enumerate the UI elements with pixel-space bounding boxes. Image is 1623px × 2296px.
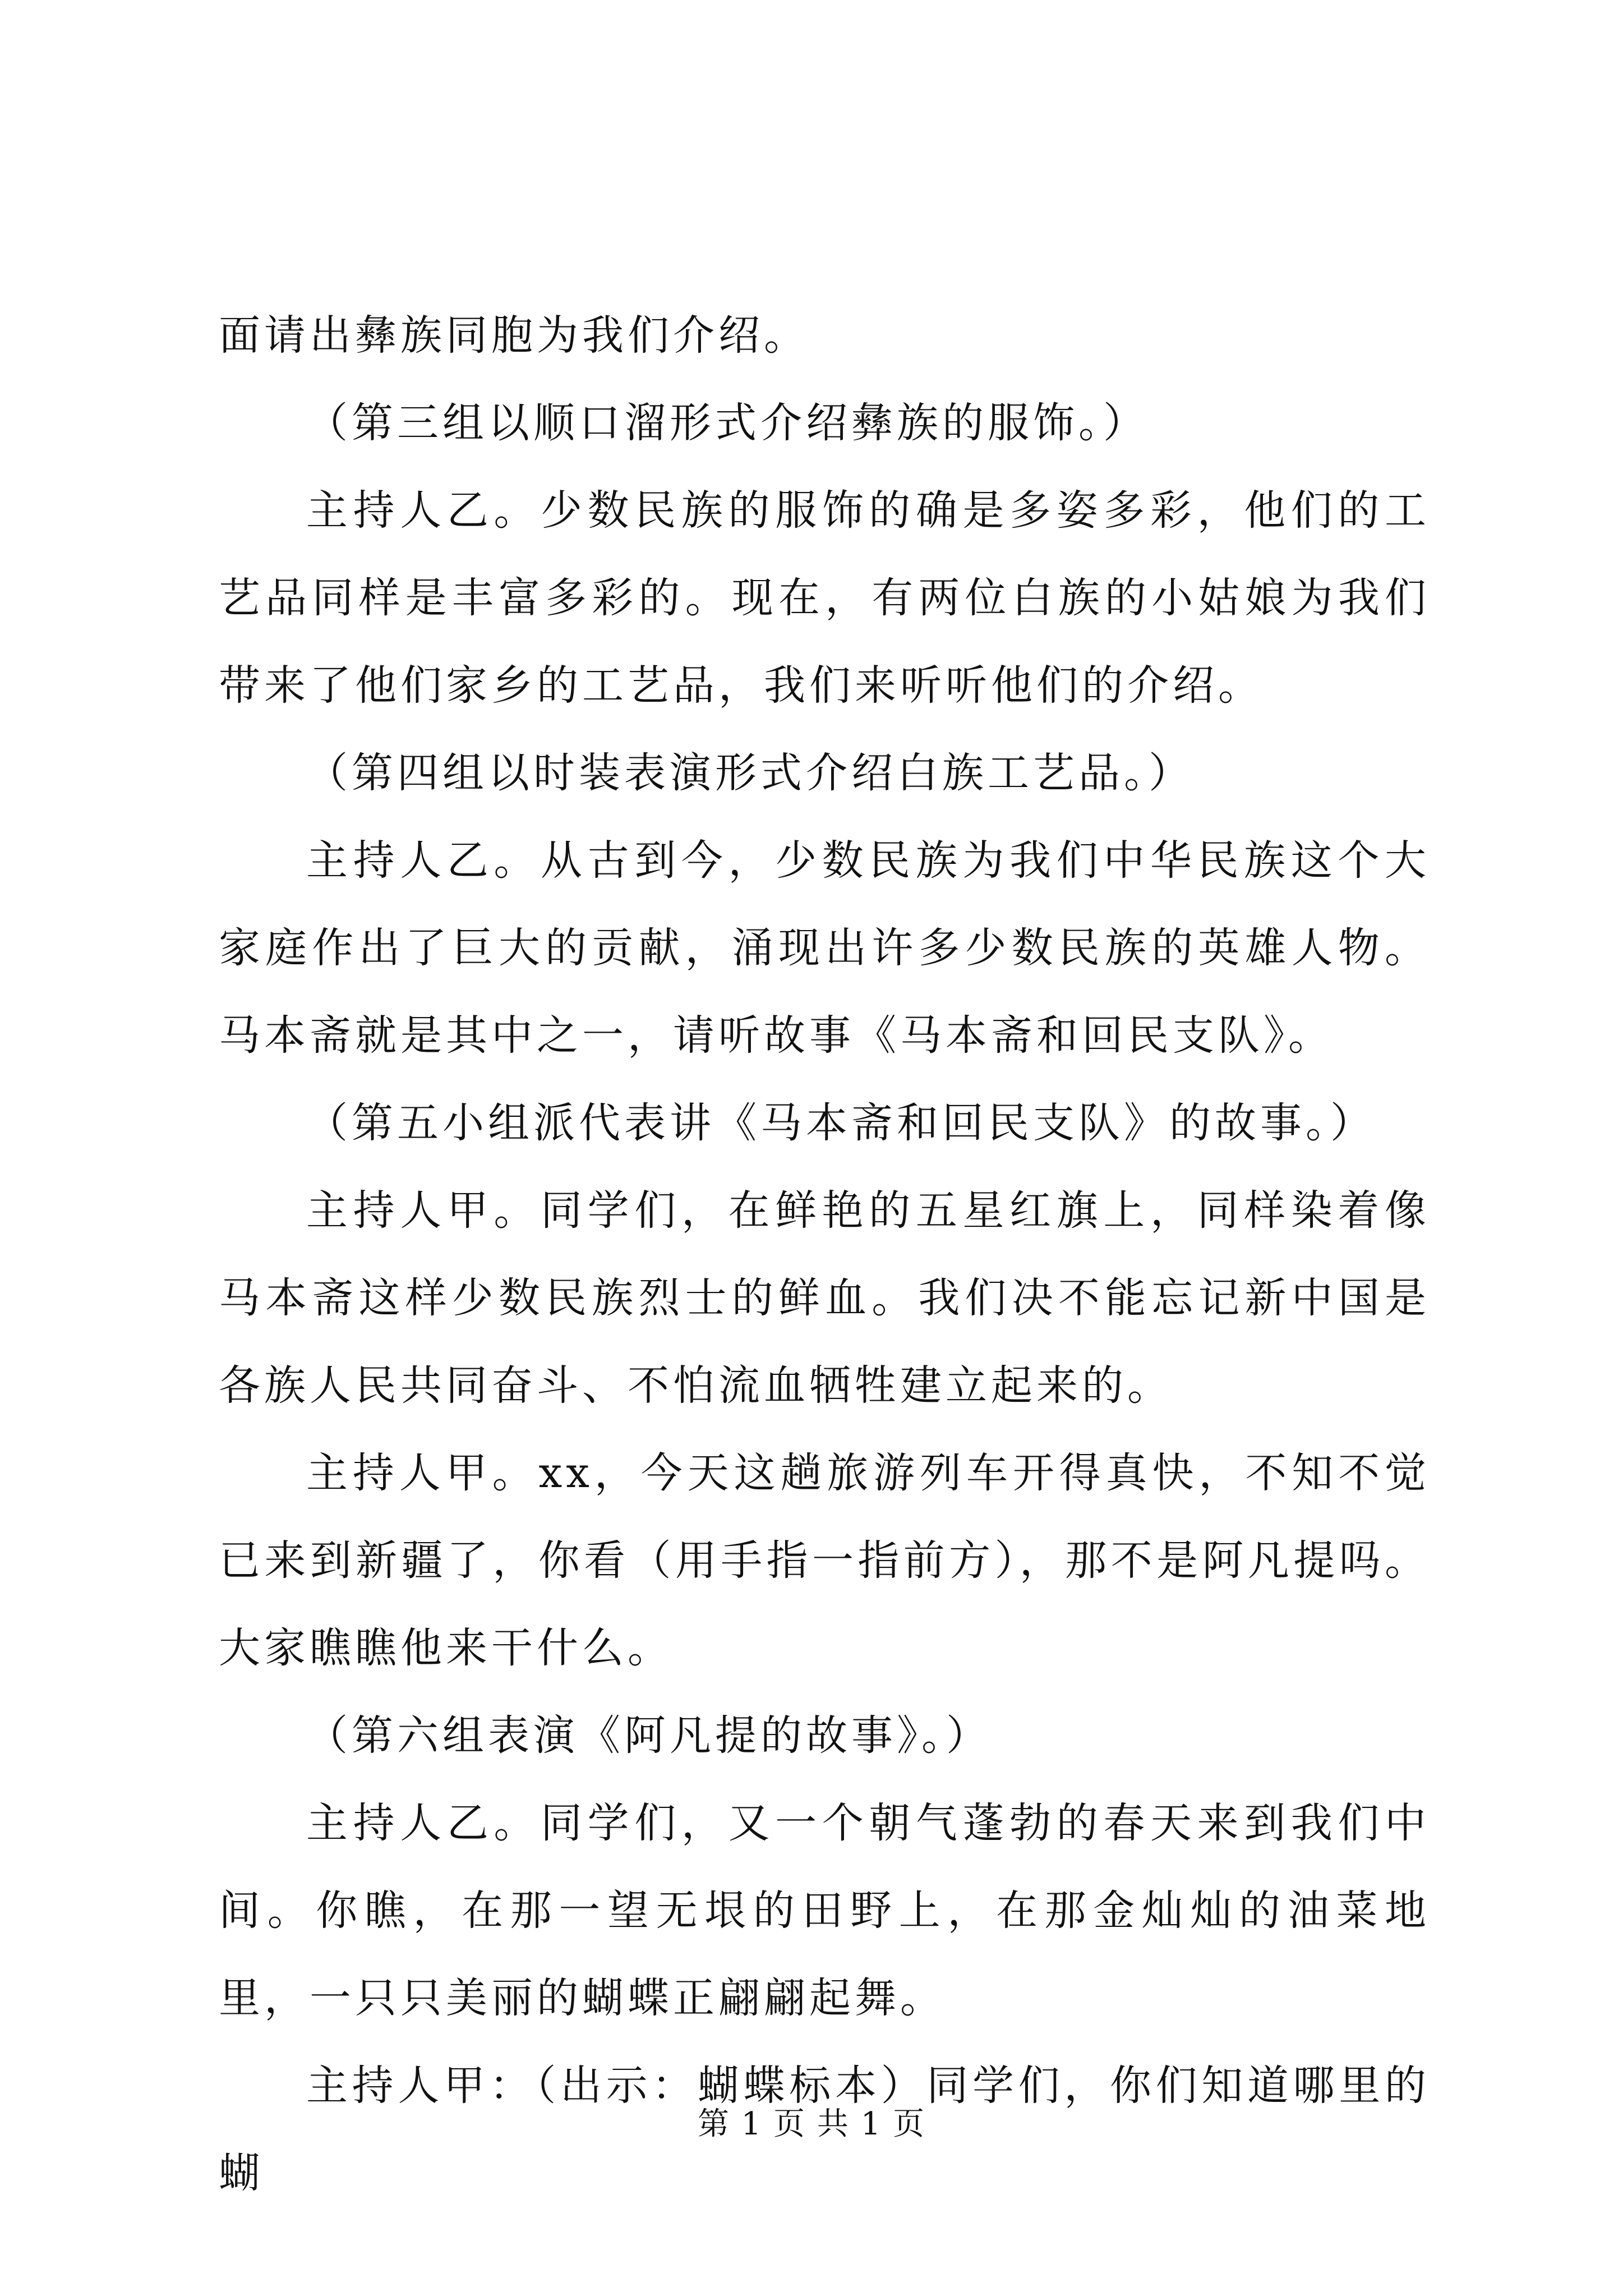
stage-direction: （第三组以顺口溜形式介绍彝族的服饰。） <box>306 399 1149 447</box>
stage-direction: （第五小组派代表讲《马本斋和回民支队》的故事。） <box>306 1099 1376 1147</box>
host-line: 主持人甲。同学们，在鲜艳的五星红旗上，同样染着像马本斋这样少数民族烈士的鲜血。我们决不能忘记新中国是各族人民共同奋斗、不怕流血牺牲建立起来的。 <box>219 1186 1430 1410</box>
host-line: 主持人乙。同学们，又一个朝气蓬勃的春天来到我们中间。你瞧，在那一望无垠的田野上，在那金灿灿的油菜地里，一只只美丽的蝴蝶正翩翩起舞。 <box>219 1799 1430 2022</box>
stage-direction: （第四组以时装表演形式介绍白族工艺品。） <box>306 749 1194 797</box>
document-body <box>219 292 1430 2217</box>
paragraph-continuation: 面请出彝族同胞为我们介绍。 <box>219 311 809 360</box>
host-line: 主持人乙。从古到今，少数民族为我们中华民族这个大家庭作出了巨大的贡献，涌现出许多少数民族的英雄人物。马本斋就是其中之一，请听故事《马本斋和回民支队》。 <box>219 836 1430 1060</box>
host-line: 主持人乙。少数民族的服饰的确是多姿多彩，他们的工艺品同样是丰富多彩的。现在，有两位白族的小姑娘为我们带来了他们家乡的工艺品，我们来听听他们的介绍。 <box>219 486 1430 710</box>
host-line: 主持人甲：（出示：蝴蝶标本）同学们，你们知道哪里的蝴 <box>219 2062 1430 2197</box>
page-footer: 第 1 页 共 1 页 <box>697 2106 926 2142</box>
host-line: 主持人甲。xx，今天这趟旅游列车开得真快，不知不觉已来到新疆了，你看（用手指一指前方），那不是阿凡提吗。大家瞧瞧他来干什么。 <box>219 1449 1430 1672</box>
stage-direction: （第六组表演《阿凡提的故事》。） <box>306 1711 992 1760</box>
